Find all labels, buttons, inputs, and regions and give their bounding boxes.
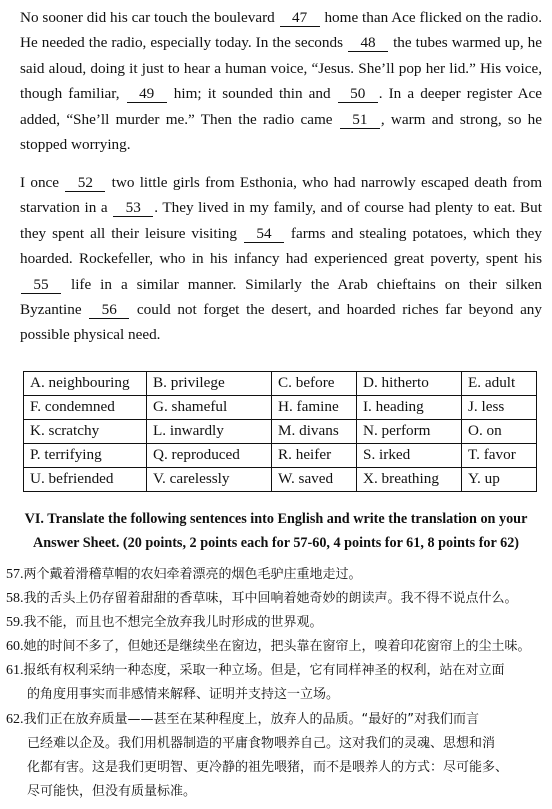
blank-56: 56	[89, 301, 129, 319]
translation-item-59	[6, 611, 546, 635]
option-cell: S. irked	[357, 444, 462, 468]
item-number: 57.	[6, 567, 24, 582]
item-number: 60.	[6, 639, 24, 654]
passage-1	[20, 5, 542, 157]
options-row	[24, 468, 537, 492]
passage-text: home than Ace flicked on the radio. He needed the radio, especially today. In the seconds	[20, 9, 542, 52]
section-heading-line: VI. Translate the following sentences into English and write the translation on your	[24, 511, 528, 527]
blank-52: 52	[65, 174, 105, 192]
blank-49: 49	[127, 85, 167, 103]
option-cell: F. condemned	[24, 396, 147, 420]
options-row	[24, 372, 537, 396]
option-cell: N. perform	[357, 420, 462, 444]
translation-item-61	[6, 659, 546, 683]
passage-text: the tubes warmed up, he said aloud, doing it just to hear a human voice, “Jesus. She’ll pop her lid.” His voice, though familiar,	[20, 34, 543, 103]
item-text: 两个戴着滑稽草帽的农妇牵着漂亮的烟色毛驴庄重地走过。	[23, 567, 362, 582]
option-cell: Y. up	[462, 468, 537, 492]
translation-item-62-cont	[27, 756, 552, 780]
blank-55: 55	[21, 276, 61, 294]
option-cell: A. neighbouring	[24, 372, 147, 396]
option-cell: L. inwardly	[147, 420, 272, 444]
passage-text: I once	[20, 174, 60, 191]
passage-text: farms and stealing potatoes, which they hoarded. Rockefeller, who in his infancy had experienced great poverty, spent his	[20, 224, 543, 268]
option-cell: G. shameful	[147, 396, 272, 420]
option-cell: C. before	[272, 372, 357, 396]
options-row	[24, 420, 537, 444]
blank-53: 53	[113, 199, 153, 217]
translation-item-62-cont	[27, 780, 552, 804]
option-cell: T. favor	[462, 444, 537, 468]
passage-text: him; it sounded thin and	[173, 85, 331, 103]
option-cell: U. befriended	[24, 468, 147, 492]
options-row	[24, 444, 537, 468]
option-cell: V. carelessly	[147, 468, 272, 492]
options-row	[24, 396, 537, 420]
option-cell: X. breathing	[357, 468, 462, 492]
option-cell: O. on	[462, 420, 537, 444]
item-text: 化都有害。这是我们更明智、更冷静的祖先喂猪，而不是喂养人的方式：尽可能多、	[27, 760, 509, 775]
passage-text: , warm and strong, so he stopped worrying.	[20, 110, 542, 154]
option-cell: J. less	[462, 396, 537, 420]
option-cell: M. divans	[272, 420, 357, 444]
blank-47: 47	[280, 9, 320, 27]
passage-text: life in a similar manner. Similarly the Arab chieftains on their silken Byzantine	[20, 275, 542, 319]
option-cell: K. scratchy	[24, 420, 147, 444]
option-cell: E. adult	[462, 372, 537, 396]
translation-item-61-cont	[27, 683, 552, 707]
option-cell: R. heifer	[272, 444, 357, 468]
item-text: 我们正在放弃质量——甚至在某种程度上，放弃人的品质。“最好的”对我们而言	[23, 712, 479, 727]
option-cell: I. heading	[357, 396, 462, 420]
translation-item-58	[6, 587, 546, 611]
translation-item-60	[6, 635, 546, 659]
item-text: 报纸有权利采纳一种态度，采取一种立场。但是，它有同样神圣的权利，站在对立面	[23, 663, 505, 678]
passage-text: No sooner did his car touch the boulevard	[20, 9, 275, 26]
item-number: 58.	[6, 591, 24, 606]
item-text: 已经难以企及。我们用机器制造的平庸食物喂养自己。这对我们的灵魂、思想和消	[27, 736, 496, 751]
passage-text: could not forget the desert, and hoarded riches far beyond any possible physical need.	[20, 301, 542, 344]
item-number: 62.	[6, 712, 24, 727]
item-text: 我不能，而且也不想完全放弃我儿时形成的世界观。	[23, 615, 323, 630]
translation-item-57	[6, 563, 546, 587]
option-cell: D. hitherto	[357, 372, 462, 396]
option-cell: H. famine	[272, 396, 357, 420]
blank-48: 48	[348, 34, 388, 52]
blank-51: 51	[340, 111, 380, 129]
blank-54: 54	[244, 225, 284, 243]
blank-50: 50	[338, 85, 378, 103]
passage-text: . In a deeper register Ace added, “She’ll murder me.” Then the radio came	[20, 85, 543, 128]
option-cell: B. privilege	[147, 372, 272, 396]
option-cell: W. saved	[272, 468, 357, 492]
section-6-heading	[0, 507, 552, 555]
item-text: 尽可能快，但没有质量标准。	[27, 784, 197, 799]
item-text: 我的舌头上仍存留着甜甜的香草味，耳中回响着她奇妙的朗读声。我不得不说点什么。	[23, 591, 518, 606]
item-text: 她的时间不多了，但她还是继续坐在窗边，把头靠在窗帘上，嗅着印花窗帘上的尘土味。	[23, 639, 531, 654]
item-text: 的角度用事实而非感情来解释、证明并支持这一立场。	[27, 687, 340, 702]
passage-2	[20, 170, 542, 348]
option-cell: P. terrifying	[24, 444, 147, 468]
options-table	[23, 371, 537, 492]
translation-item-62	[6, 708, 546, 732]
option-cell: Q. reproduced	[147, 444, 272, 468]
section-heading-line: Answer Sheet. (20 points, 2 points each for 57-60, 4 points for 61, 8 points for 62)	[32, 535, 520, 551]
item-number: 59.	[6, 615, 24, 630]
passage-text: two little girls from Esthonia, who had narrowly escaped death from starvation in a	[20, 174, 543, 217]
translation-item-62-cont	[27, 732, 552, 756]
passage-text: . They lived in my family, and of course had plenty to eat. But they spent all their leisure visiting	[20, 199, 542, 242]
item-number: 61.	[6, 663, 24, 678]
